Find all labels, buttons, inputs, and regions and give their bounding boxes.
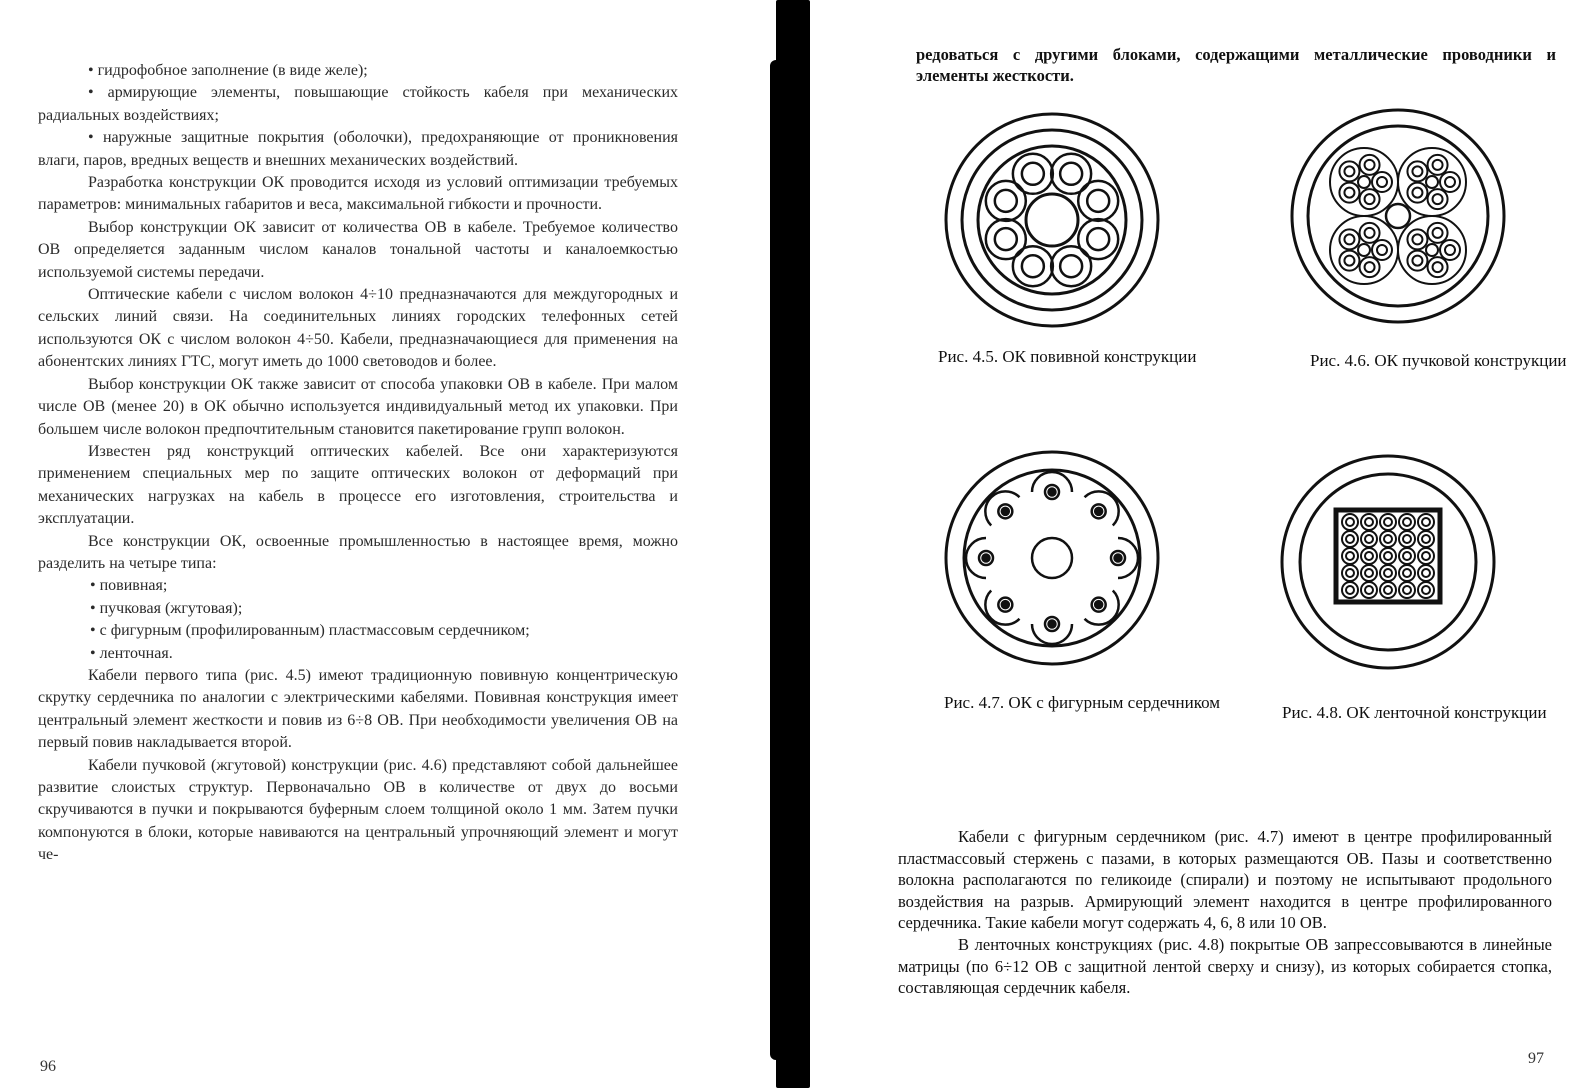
paragraph: Разработка конструкции ОК проводится исходя из условий оптимизации требуемых параметров: минимальных габаритов и веса, максимальной гибкости и прочности.	[38, 174, 678, 214]
page-number: 97	[1528, 1050, 1544, 1067]
figure-4-5-stranded-cable	[942, 110, 1162, 330]
paragraph: Оптические кабели с числом волокон 4÷10 предназначаются для междугородных и сельских линий связи. На соединительных линиях городских телефонных сетей используются ОК с числом волокон 4÷50. Кабели, предназначающиеся для применения на абонентских линиях ГТС, могут иметь до 1000 световодов и более.	[38, 286, 678, 371]
right-page-text	[898, 826, 1552, 999]
continuation-text: редоваться с другими блоками, содержащими металлические проводники и элементы жесткости.	[916, 45, 1556, 85]
paragraph: В ленточных конструкциях (рис. 4.8) покрытые ОВ запрессовываются в линейные матрицы (по 6÷12 ОВ с защитной лентой сверху и снизу), из которых собирается стопка, составляющая сердечник кабеля.	[898, 934, 1552, 998]
bullet-item: • гидрофобное заполнение (в виде желе);	[88, 62, 368, 79]
left-page-text	[38, 60, 678, 867]
book-spine-edge	[770, 60, 782, 1060]
right-page	[808, 0, 1584, 1088]
caption-fig-4-7: Рис. 4.7. ОК с фигурным сердечником	[944, 693, 1221, 712]
left-page	[0, 0, 780, 1088]
list-item: • с фигурным (профилированным) пластмассовым сердечником;	[90, 622, 530, 640]
paragraph: Известен ряд конструкций оптических кабелей. Все они характеризуются применением специальных мер по защите оптических волокон от деформаций при механических нагрузках на кабель в процессе его изготовления, строительства и эксплуатации.	[38, 442, 678, 528]
figure-4-8-ribbon-cable	[1278, 452, 1498, 672]
paragraph: Кабели с фигурным сердечником (рис. 4.7) имеют в центре профилированный пластмассовый стержень с пазами, в которых размещаются ОВ. Пазы и соответственно волокна располагаются по геликоиде (спирали) и поэтому не испытывают продольного воздействия на разрыв. Армирующий элемент находится в центре профилированного сердечника. Такие кабели могут содержать 4, 6, 8 или 10 ОВ.	[898, 827, 1552, 933]
page-number: 96	[40, 1058, 56, 1075]
paragraph: Выбор конструкции ОК зависит от количества ОВ в кабеле. Требуемое количество ОВ определяется заданным числом каналов тональной частоты и каналоемкостью используемой системы передачи.	[38, 218, 678, 281]
figure-4-7-slotted-core-cable	[942, 448, 1162, 668]
list-item: • повивная;	[90, 577, 168, 595]
paragraph: Кабели первого типа (рис. 4.5) имеют традиционную повивную концентрическую скрутку сердечника по аналогии с электрическими кабелями. Повивная конструкция имеет центральный элемент жесткости и повив из 6÷8 ОВ. При необходимости увеличения ОВ на первый повив накладывается второй.	[38, 666, 678, 752]
caption-fig-4-5: Рис. 4.5. ОК повивной конструкции	[938, 347, 1197, 366]
list-item: • пучковая (жгутовая);	[90, 599, 243, 617]
paragraph: Кабели пучковой (жгутовой) конструкции (рис. 4.6) представляют собой дальнейшее развитие слоистых структур. Первоначально ОВ в количестве от двух до восьми скручиваются в пучки и покрываются буферным слоем толщиной около 1 мм. Затем пучки компонуются в блоки, которые навиваются на центральный упрочняющий элемент и могут че-	[38, 756, 678, 864]
paragraph: Все конструкции ОК, освоенные промышленностью в настоящее время, можно разделить на четыре типа:	[38, 532, 678, 572]
caption-fig-4-6: Рис. 4.6. ОК пучковой конструкции	[1310, 351, 1567, 370]
paragraph: Выбор конструкции ОК также зависит от способа упаковки ОВ в кабеле. При малом числе ОВ (менее 20) в ОК обычно используется индивидуальный метод их упаковки. При большем числе волокон предпочтительным становится пакетирование групп волокон.	[38, 375, 678, 438]
bullet-item: • армирующие элементы, повышающие стойкость кабеля при механических радиальных воздействиях;	[38, 84, 678, 124]
figure-4-6-bundle-cable	[1288, 106, 1508, 326]
list-item: • ленточная.	[90, 644, 173, 662]
bullet-item: • наружные защитные покрытия (оболочки), предохраняющие от проникновения влаги, паров, вредных веществ и внешних механических воздействий.	[38, 129, 678, 169]
caption-fig-4-8: Рис. 4.8. ОК ленточной конструкции	[1282, 703, 1547, 722]
